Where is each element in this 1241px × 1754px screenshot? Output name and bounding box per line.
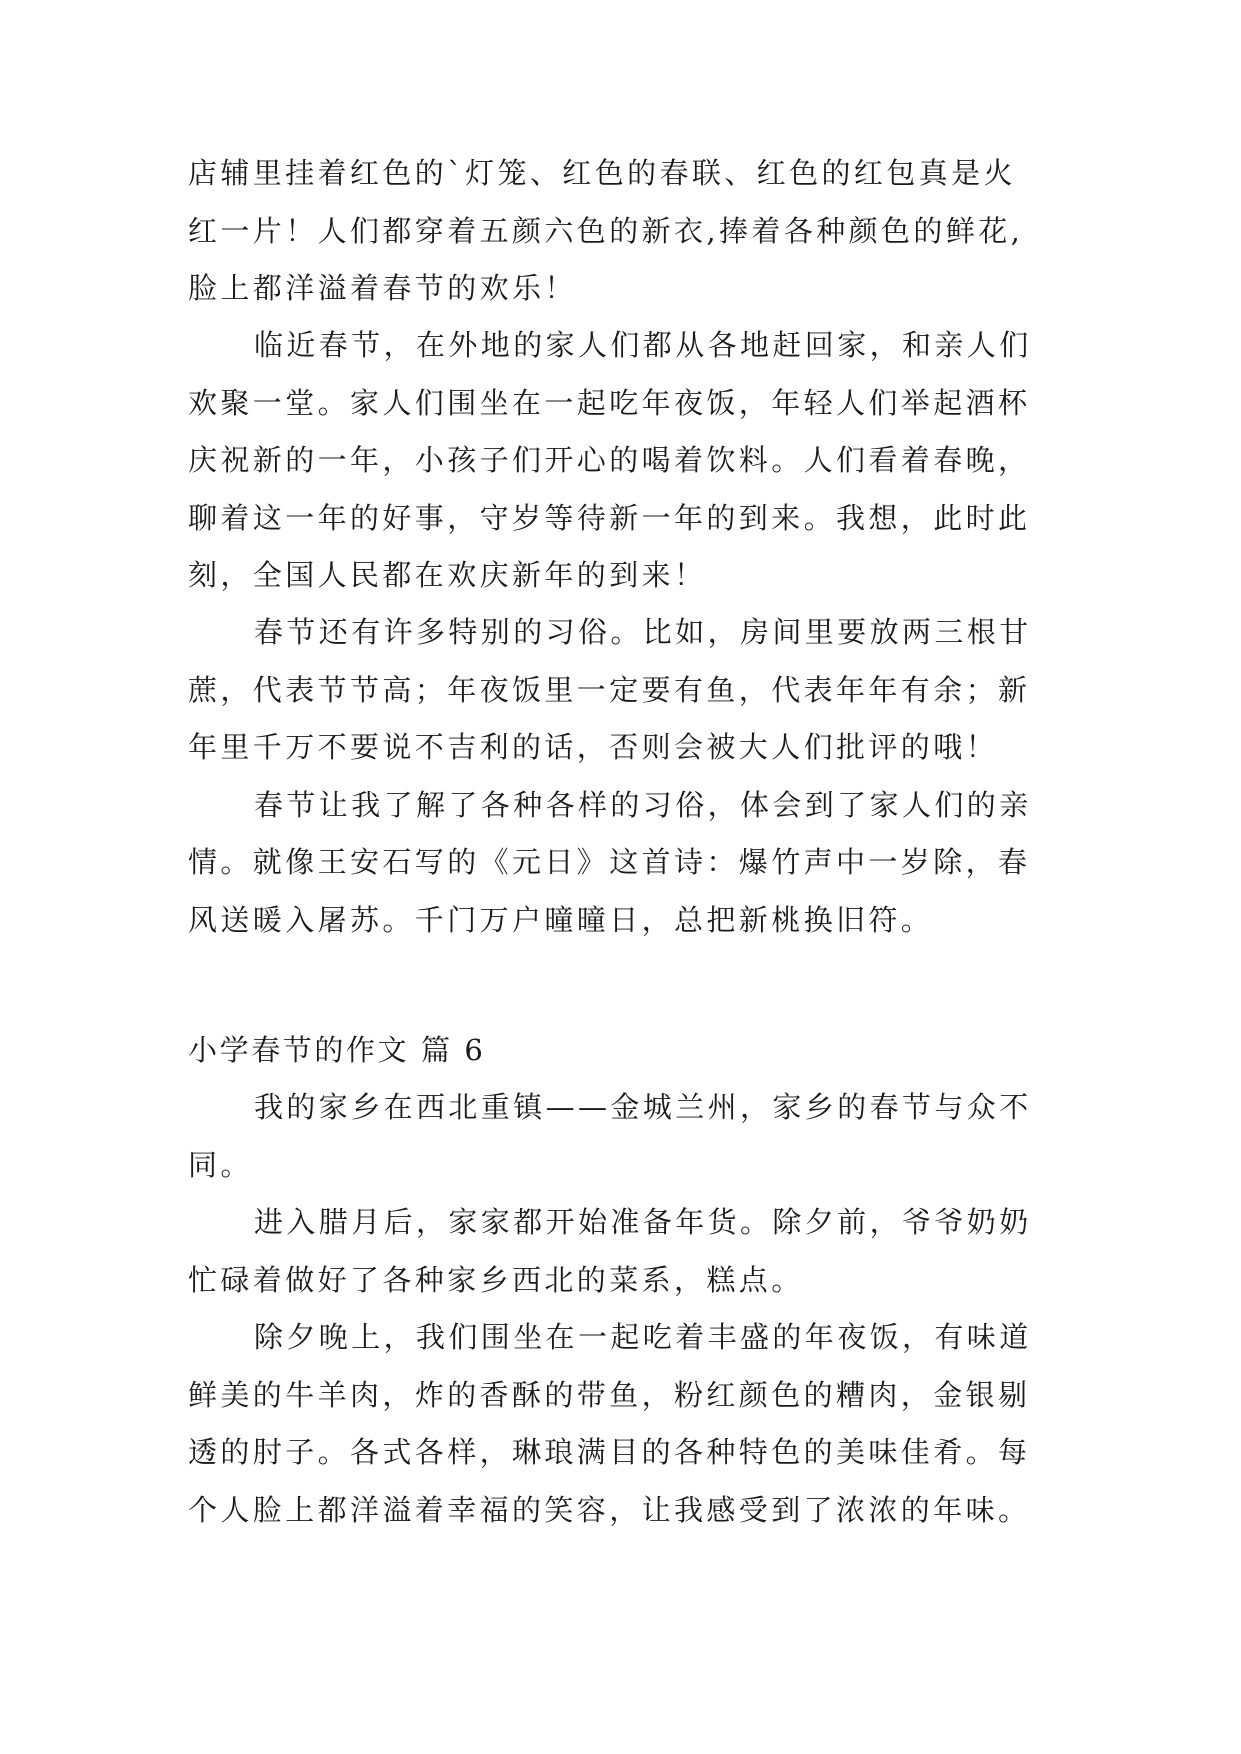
paragraph-first-line: 临近春节，在外地的家人们都从各地赶回家，和亲人们 [254, 328, 1032, 362]
text-line: 鲜美的牛羊肉，炸的香酥的带鱼，粉红颜色的糟肉，金银剔 [188, 1378, 1031, 1412]
text-line: 年里千万不要说不吉利的话，否则会被大人们批评的哦！ [188, 730, 999, 764]
text-line: 店辅里挂着红色的`灯笼、红色的春联、红色的红包真是火 [188, 156, 1016, 190]
paragraph-first-line: 除夕晚上，我们围坐在一起吃着丰盛的年夜饭，有味道 [254, 1320, 1032, 1354]
text-line: 同。 [188, 1148, 253, 1182]
text-line: 聊着这一年的好事，守岁等待新一年的到来。我想，此时此 [188, 501, 1031, 535]
paragraph-first-line: 春节让我了解了各种各样的习俗，体会到了家人们的亲 [254, 788, 1032, 822]
text-line: 脸上都洋溢着春节的欢乐！ [188, 271, 577, 305]
paragraph-first-line: 春节还有许多特别的习俗。比如，房间里要放两三根甘 [254, 615, 1032, 649]
text-line: 红一片！人们都穿着五颜六色的新衣,捧着各种颜色的鲜花, [188, 214, 1024, 248]
text-line: 风送暖入屠苏。千门万户曈曈日，总把新桃换旧符。 [188, 903, 934, 937]
text-line: 欢聚一堂。家人们围坐在一起吃年夜饭，年轻人们举起酒杯 [188, 386, 1031, 420]
text-line: 蔗，代表节节高；年夜饭里一定要有鱼，代表年年有余；新 [188, 673, 1031, 707]
text-line: 透的肘子。各式各样，琳琅满目的各种特色的美味佳肴。每 [188, 1435, 1031, 1469]
text-line: 刻，全国人民都在欢庆新年的到来！ [188, 558, 707, 592]
paragraph-first-line: 进入腊月后，家家都开始准备年货。除夕前，爷爷奶奶 [254, 1205, 1032, 1239]
text-line: 个人脸上都洋溢着幸福的笑容，让我感受到了浓浓的年味。 [188, 1493, 1031, 1527]
paragraph-first-line: 我的家乡在西北重镇——金城兰州，家乡的春节与众不 [254, 1090, 1032, 1124]
section-heading: 小学春节的作文 篇 6 [188, 1033, 486, 1067]
text-line: 情。就像王安石写的《元日》这首诗：爆竹声中一岁除，春 [188, 845, 1031, 879]
text-line: 忙碌着做好了各种家乡西北的菜系，糕点。 [188, 1263, 804, 1297]
text-line: 庆祝新的一年，小孩子们开心的喝着饮料。人们看着春晚， [188, 443, 1031, 477]
